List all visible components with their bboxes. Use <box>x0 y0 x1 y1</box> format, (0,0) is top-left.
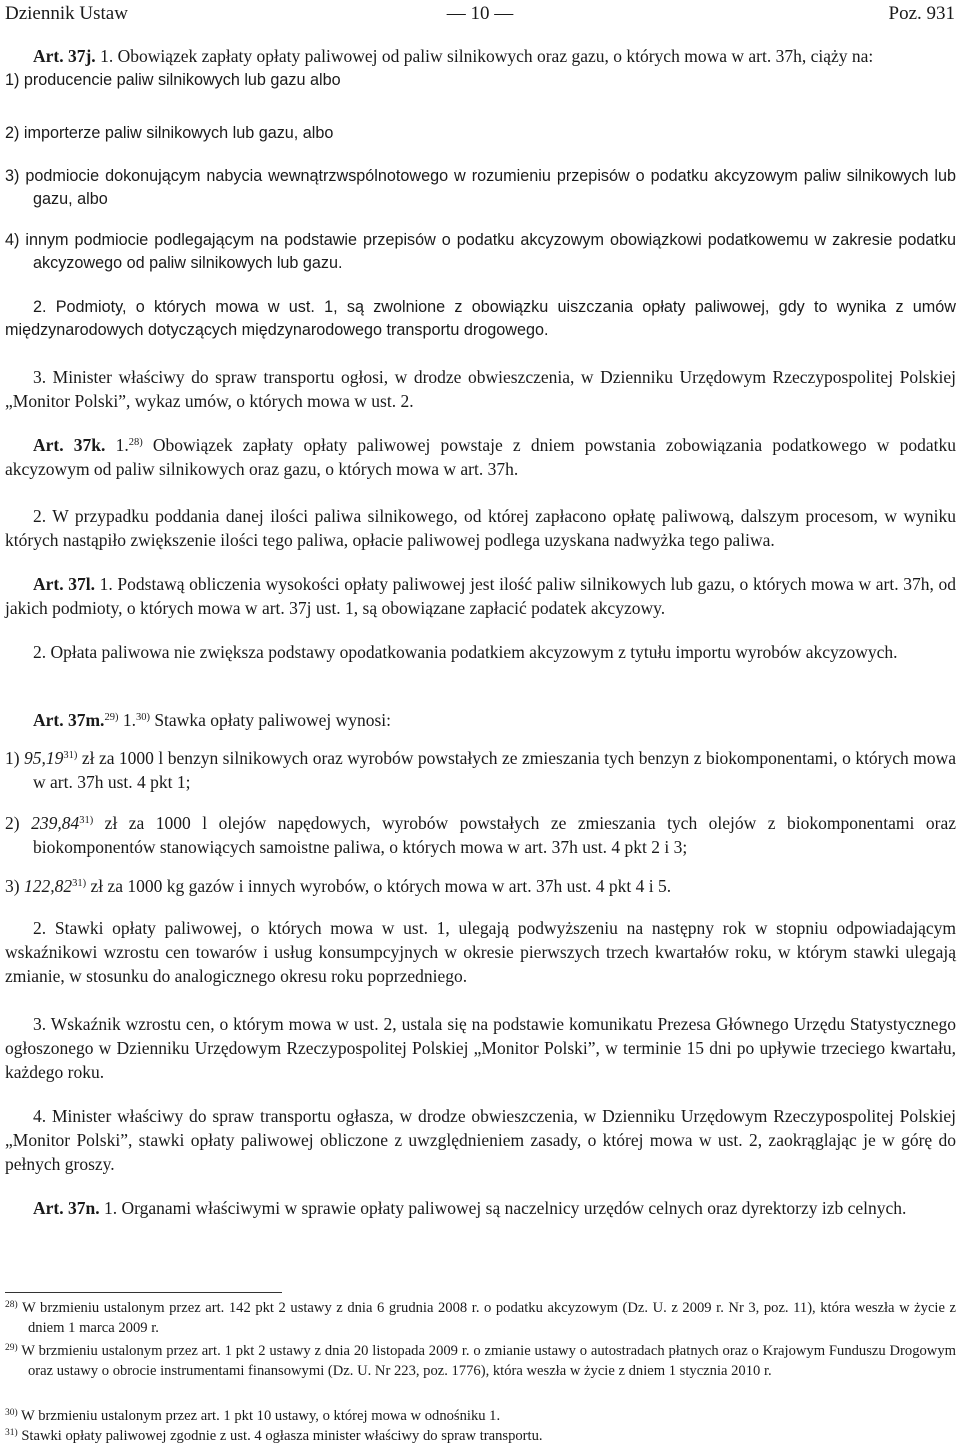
article-text: Obowiązek zapłaty opłaty paliwowej powstaje z dniem powstania zobowiązania podatkowego w podatku akcyzowym od paliw silnikowych oraz gazu, o których mowa w art. 37h. <box>5 435 956 479</box>
item-number: 2) <box>5 813 32 833</box>
article-text: 1. Organami właściwymi w sprawie opłaty paliwowej są naczelnicy urzędów celnych oraz dyrektorzy izb celnych. <box>99 1198 907 1218</box>
art-37l-ust-2: 2. Opłata paliwowa nie zwiększa podstawy opodatkowania podatkiem akcyzowym z tytułu importu wyrobów akcyzowych. <box>33 642 898 662</box>
page-number: — 10 — <box>446 3 514 24</box>
footnote-text: W brzmieniu ustalonym przez art. 142 pkt 2 ustawy z dnia 6 grudnia 2008 r. o podatku akcyzowym (Dz. U. z 2009 r. Nr 3, poz. 11), która weszła w życie z dniem 1 marca 2009 r. <box>17 1300 956 1336</box>
footnote-31 <box>5 1426 956 1446</box>
footnote-ref: 28) <box>128 437 143 448</box>
rate-value: 239,84 <box>31 813 80 833</box>
footnote-ref: 29) <box>104 712 119 723</box>
article-label: Art. 37k. <box>33 435 106 455</box>
art-37j-item-3: 3) podmiocie dokonującym nabycia wewnątrzwspólnotowego w rozumieniu przepisów o podatku akcyzowym paliw silnikowych lub gazu, albo <box>5 167 956 208</box>
art-37j-ust-3: 3. Minister właściwy do spraw transportu ogłosi, w drodze obwieszczenia, w Dzienniku Urzędowym Rzeczypospolitej Polskiej „Monitor Polski”, wykaz umów, o których mowa w ust. 2. <box>5 367 956 411</box>
art-37j-ust-2: 2. Podmioty, o których mowa w ust. 1, są zwolnione z obowiązku uiszczania opłaty paliwowej, gdy to wynika z umów międzynarodowych dotyczących międzynarodowego transportu drogowego. <box>5 298 956 339</box>
art-37m-ust-1 <box>5 708 956 732</box>
footnote-divider <box>5 1292 282 1293</box>
art-37k-ust-2: 2. W przypadku poddania danej ilości paliwa silnikowego, od której zapłacono opłatę paliwową, dalszym procesom, w wyniku których nastąpiło zwiększenie ilości tego paliwa, opłacie paliwowej podlega uzyskana nadwyżka tego paliwa. <box>5 506 956 550</box>
art-37m-ust-4: 4. Minister właściwy do spraw transportu ogłasza, w drodze obwieszczenia, w Dzienniku Urzędowym Rzeczypospolitej Polskiej „Monitor Polski”, stawki opłaty paliwowej obliczone z uwzględnieniem zasady, o której mowa w ust. 2, zaokrąglając je w górę do pełnych groszy. <box>5 1106 956 1174</box>
footnote-ref: 31) <box>63 750 78 761</box>
item-number: 3) <box>5 876 24 896</box>
art-37n-ust-1 <box>5 1196 956 1220</box>
art-37m-item-3 <box>5 874 956 898</box>
footnote-ref: 31) <box>79 815 94 826</box>
rate-value: 122,82 <box>23 876 73 896</box>
art-37j-ust-1 <box>5 44 956 68</box>
item-text: zł za 1000 l olejów napędowych, wyrobów powstałych ze zmieszania tych olejów z biokomponentami oraz biokomponentów stanowiących samoistne paliwa, o których mowa w art. 37h ust. 4 pkt 2 i 3; <box>33 813 956 857</box>
footnote-ref: 31) <box>72 878 87 889</box>
page-header <box>5 3 955 27</box>
article-text: 1. Obowiązek zapłaty opłaty paliwowej od paliw silnikowych oraz gazu, o których mowa w art. 37h, ciąży na: <box>95 46 874 66</box>
art-37j-item-4: 4) innym podmiocie podlegającym na podstawie przepisów o podatku akcyzowym obowiązkowi podatkowemu w zakresie podatku akcyzowego od paliw silnikowych lub gazu. <box>5 231 956 272</box>
footnote-marker: 31) <box>5 1428 18 1438</box>
item-number: 1) <box>5 748 25 768</box>
art-37j-item-1: 1) producencie paliw silnikowych lub gazu albo <box>5 71 341 89</box>
art-37j-item-2: 2) importerze paliw silnikowych lub gazu, albo <box>5 124 334 142</box>
article-label: Art. 37l. <box>33 574 95 594</box>
footnote-text: W brzmieniu ustalonym przez art. 1 pkt 2 ustawy z dnia 20 listopada 2009 r. o zmianie ustawy o autostradach płatnych oraz o Krajowym Funduszu Drogowym oraz ustawy o obrocie instrumentami finansowymi (Dz. U. Nr 223, poz. 1776), która weszła w życie z dniem 1 stycznia 2010 r. <box>17 1343 956 1379</box>
rate-value: 95,19 <box>24 748 64 768</box>
art-37m-ust-3: 3. Wskaźnik wzrostu cen, o którym mowa w ust. 2, ustala się na podstawie komunikatu Prezesa Głównego Urzędu Statystycznego ogłoszonego w Dzienniku Urzędowym Rzeczypospolitej Polskiej „Monitor Polski”, w terminie 15 dni po upływie trzeciego kwartału, każdego roku. <box>5 1014 956 1082</box>
art-37m-item-1 <box>5 746 956 794</box>
ust-number: 1. <box>105 435 129 455</box>
article-text: 1. Podstawą obliczenia wysokości opłaty paliwowej jest ilość paliw silnikowych lub gazu, o których mowa w art. 37h, od jakich podmioty, o których mowa w art. 37j ust. 1, są obowiązane zapłacić podatek akcyzowy. <box>5 574 956 618</box>
article-label: Art. 37m. <box>33 710 105 730</box>
art-37l-ust-1 <box>5 572 956 620</box>
art-37m-ust-2: 2. Stawki opłaty paliwowej, o których mowa w ust. 1, ulegają podwyższeniu na następny rok w stopniu odpowiadającym wskaźnikowi wzrostu cen towarów i usług konsumpcyjnych w okresie pierwszych trzech kwartałów roku, w którym stawki ulegają zmianie, w stosunku do analogicznego okresu roku poprzedniego. <box>5 918 956 986</box>
journal-title: Dziennik Ustaw <box>5 3 128 24</box>
item-text: zł za 1000 kg gazów i innych wyrobów, o których mowa w art. 37h ust. 4 pkt 4 i 5. <box>86 876 672 896</box>
article-text: Stawka opłaty paliwowej wynosi: <box>149 710 392 730</box>
art-37k-ust-1 <box>5 433 956 481</box>
article-label: Art. 37n. <box>33 1198 100 1218</box>
footnote-text: Stawki opłaty paliwowej zgodnie z ust. 4 ogłasza minister właściwy do spraw transportu. <box>17 1428 543 1444</box>
footnote-text: W brzmieniu ustalonym przez art. 1 pkt 10 ustawy, o której mowa w odnośniku 1. <box>17 1408 501 1424</box>
footnote-ref: 30) <box>135 712 150 723</box>
footnote-marker: 30) <box>5 1408 18 1418</box>
footnote-marker: 28) <box>5 1300 18 1310</box>
article-label: Art. 37j. <box>33 46 96 66</box>
footnote-29 <box>5 1341 956 1381</box>
ust-number: 1. <box>118 710 136 730</box>
footnote-marker: 29) <box>5 1343 18 1353</box>
position-number: Poz. 931 <box>888 3 955 24</box>
footnote-30 <box>5 1406 956 1426</box>
art-37m-item-2 <box>5 811 956 859</box>
footnote-28 <box>5 1298 956 1338</box>
item-text: zł za 1000 l benzyn silnikowych oraz wyrobów powstałych ze zmieszania tych benzyn z biokomponentami, o których mowa w art. 37h ust. 4 pkt 1; <box>33 748 956 792</box>
